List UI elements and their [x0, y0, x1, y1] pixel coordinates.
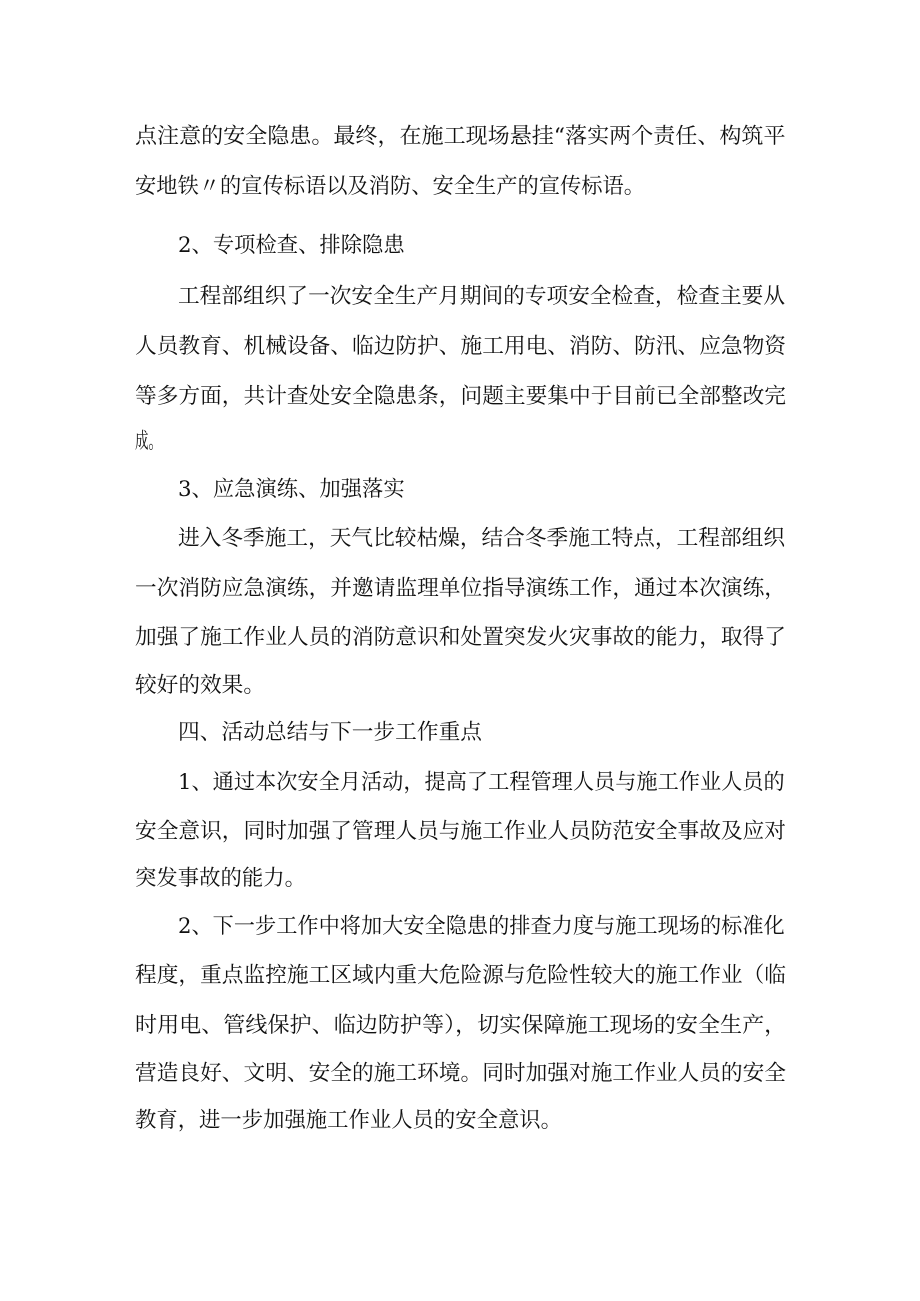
text-line [0, 1058, 920, 1090]
text-line-content: 人员教育、机械设备、临边防护、施工用电、消防、防汛、应急物资 [135, 334, 787, 359]
text-line-content: 进入冬季施工，天气比较枯燥，结合冬季施工特点，工程部组织 [178, 526, 786, 551]
section-heading-text: 3、应急演练、加强落实 [178, 477, 405, 502]
text-line-content: 一次消防应急演练，并邀请监理单位指导演练工作，通过本次演练， [135, 576, 787, 601]
text-line-content: 点注意的安全隐患。最终，在施工现场悬挂“落实两个责任、构筑平 [135, 124, 786, 149]
text-line [0, 573, 920, 605]
text-line [0, 426, 920, 458]
text-line-content: 1、通过本次安全月活动，提高了工程管理人员与施工作业人员的 [178, 770, 785, 795]
text-line-content: 营造良好、文明、安全的施工环境。同时加强对施工作业人员的安全 [135, 1061, 787, 1086]
text-line [0, 816, 920, 848]
text-line [0, 911, 920, 943]
text-line-content: 突发事故的能力。 [135, 866, 307, 891]
text-line-content: 教育，进一步加强施工作业人员的安全意识。 [135, 1108, 563, 1133]
text-line-content: 程度，重点监控施工区域内重大危险源与危险性较大的施工作业（临 [135, 963, 787, 988]
text-line-content: 较好的效果。 [135, 673, 266, 698]
text-line [0, 1010, 920, 1042]
section-heading-text: 2、专项检查、排除隐患 [178, 233, 405, 258]
text-line-content: 安全意识，同时加强了管理人员与施工作业人员防范安全事故及应对 [135, 819, 787, 844]
text-line [0, 121, 920, 153]
text-line [0, 281, 920, 313]
section-heading [0, 717, 920, 749]
text-line [0, 863, 920, 895]
text-line-content: 工程部组织了一次安全生产月期间的专项安全检查，检查主要从 [178, 284, 786, 309]
text-line [0, 171, 920, 203]
text-line-content: 等多方面，共计查处安全隐患条，问题主要集中于目前已全部整改完 [135, 384, 787, 409]
text-line [0, 331, 920, 363]
text-line-content: 时用电、管线保护、临边防护等），切实保障施工现场的安全生产， [135, 1013, 787, 1038]
text-line [0, 381, 920, 413]
text-line [0, 622, 920, 654]
text-line-content: 成。 [135, 429, 163, 454]
section-heading [0, 230, 920, 262]
text-line [0, 1105, 920, 1137]
section-heading-text: 四、活动总结与下一步工作重点 [178, 720, 483, 745]
text-line [0, 767, 920, 799]
text-line [0, 960, 920, 992]
text-line-content: 加强了施工作业人员的消防意识和处置突发火灾事故的能力，取得了 [135, 625, 787, 650]
text-line [0, 523, 920, 555]
text-line [0, 670, 920, 702]
text-line-content: 安地铁〃的宣传标语以及消防、安全生产的宣传标语。 [135, 174, 646, 199]
text-line-content: 2、下一步工作中将加大安全隐患的排查力度与施工现场的标准化 [178, 914, 785, 939]
section-heading [0, 474, 920, 506]
